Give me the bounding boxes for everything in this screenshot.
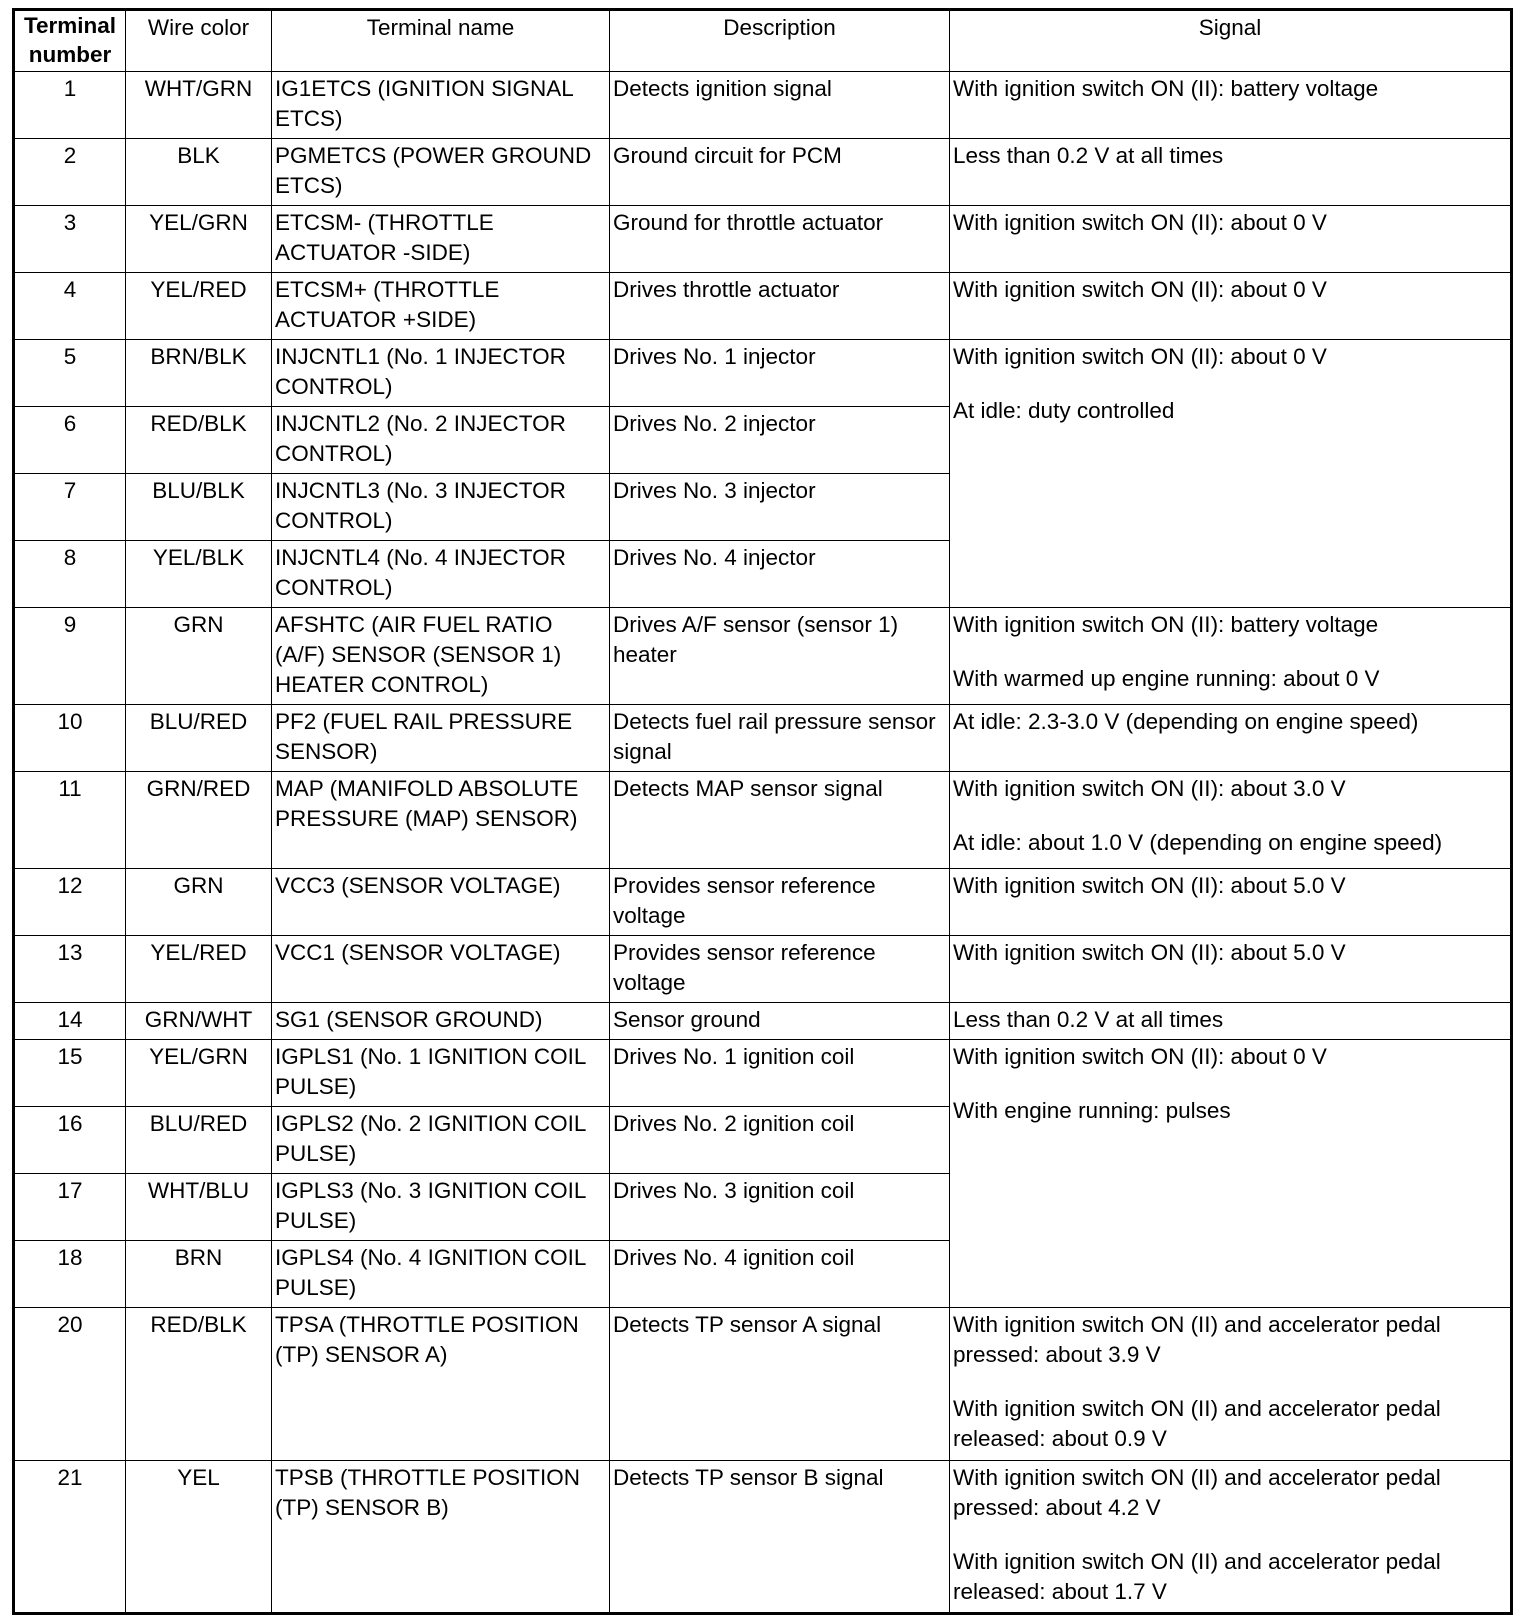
signal-cell	[950, 206, 1512, 273]
terminal-name-cell: INJCNTL1 (No. 1 INJECTOR CONTROL)	[272, 340, 610, 407]
signal-line: At idle: duty controlled	[953, 398, 1175, 423]
table-row	[14, 1461, 1512, 1614]
table-row	[14, 1308, 1512, 1461]
terminal-name-cell: TPSA (THROTTLE POSITION (TP) SENSOR A)	[272, 1308, 610, 1461]
terminal-name-cell: IGPLS1 (No. 1 IGNITION COIL PULSE)	[272, 1040, 610, 1107]
table-row	[14, 608, 1512, 705]
signal-cell	[950, 772, 1512, 869]
description-cell: Detects TP sensor A signal	[610, 1308, 950, 1461]
table-row	[14, 206, 1512, 273]
terminal-name-cell: VCC1 (SENSOR VOLTAGE)	[272, 936, 610, 1003]
signal-line: With ignition switch ON (II): about 0 V	[953, 210, 1327, 235]
signal-line: With ignition switch ON (II): about 0 V	[953, 277, 1327, 302]
signal-line: At idle: about 1.0 V (depending on engine speed)	[953, 830, 1443, 855]
terminal-number-cell: 17	[14, 1174, 126, 1241]
terminal-number-cell: 8	[14, 541, 126, 608]
wire-color-cell: RED/BLK	[126, 1308, 272, 1461]
wire-color-cell: YEL/GRN	[126, 1040, 272, 1107]
description-cell: Ground for throttle actuator	[610, 206, 950, 273]
terminal-number-cell: 11	[14, 772, 126, 869]
description-cell: Drives No. 4 injector	[610, 541, 950, 608]
terminal-number-cell: 2	[14, 139, 126, 206]
signal-line: With ignition switch ON (II): about 5.0 V	[953, 873, 1346, 898]
table-row	[14, 139, 1512, 206]
signal-line: With ignition switch ON (II): battery voltage	[953, 612, 1379, 637]
terminal-name-cell: INJCNTL4 (No. 4 INJECTOR CONTROL)	[272, 541, 610, 608]
wire-color-cell: GRN/RED	[126, 772, 272, 869]
signal-line: With ignition switch ON (II): about 0 V	[953, 344, 1327, 369]
terminal-number-cell: 18	[14, 1241, 126, 1308]
header-signal: Signal	[950, 10, 1512, 72]
terminal-number-cell: 21	[14, 1461, 126, 1614]
signal-line: With ignition switch ON (II): about 3.0 V	[953, 776, 1346, 801]
terminal-number-cell: 4	[14, 273, 126, 340]
signal-cell	[950, 705, 1512, 772]
description-cell: Detects TP sensor B signal	[610, 1461, 950, 1614]
wire-color-cell: BLU/RED	[126, 1107, 272, 1174]
table-row	[14, 705, 1512, 772]
wire-color-cell: BLU/BLK	[126, 474, 272, 541]
signal-cell	[950, 936, 1512, 1003]
wire-color-cell: BRN/BLK	[126, 340, 272, 407]
description-cell: Drives No. 3 ignition coil	[610, 1174, 950, 1241]
terminal-name-cell: SG1 (SENSOR GROUND)	[272, 1003, 610, 1040]
wire-color-cell: GRN/WHT	[126, 1003, 272, 1040]
description-cell: Drives No. 1 ignition coil	[610, 1040, 950, 1107]
terminal-name-cell: AFSHTC (AIR FUEL RATIO (A/F) SENSOR (SENSOR 1) HEATER CONTROL)	[272, 608, 610, 705]
terminal-number-cell: 16	[14, 1107, 126, 1174]
terminal-name-cell: PGMETCS (POWER GROUND ETCS)	[272, 139, 610, 206]
terminal-table	[12, 8, 1513, 1615]
wire-color-cell: WHT/GRN	[126, 72, 272, 139]
signal-line: Less than 0.2 V at all times	[953, 143, 1224, 168]
description-cell: Ground circuit for PCM	[610, 139, 950, 206]
wire-color-cell: YEL/GRN	[126, 206, 272, 273]
header-terminal-name: Terminal name	[272, 10, 610, 72]
signal-cell	[950, 340, 1512, 608]
wire-color-cell: BLK	[126, 139, 272, 206]
signal-cell	[950, 1461, 1512, 1614]
header-terminal-number: Terminal number	[14, 10, 126, 72]
wire-color-cell: YEL/BLK	[126, 541, 272, 608]
terminal-name-cell: IGPLS3 (No. 3 IGNITION COIL PULSE)	[272, 1174, 610, 1241]
description-cell: Provides sensor reference voltage	[610, 936, 950, 1003]
table-row	[14, 340, 1512, 407]
description-cell: Detects MAP sensor signal	[610, 772, 950, 869]
terminal-name-cell: IGPLS4 (No. 4 IGNITION COIL PULSE)	[272, 1241, 610, 1308]
wire-color-cell: YEL	[126, 1461, 272, 1614]
terminal-number-cell: 14	[14, 1003, 126, 1040]
terminal-name-cell: IGPLS2 (No. 2 IGNITION COIL PULSE)	[272, 1107, 610, 1174]
description-cell: Sensor ground	[610, 1003, 950, 1040]
terminal-number-cell: 6	[14, 407, 126, 474]
signal-cell	[950, 72, 1512, 139]
table-row	[14, 1003, 1512, 1040]
signal-line: With ignition switch ON (II): battery voltage	[953, 76, 1379, 101]
signal-cell	[950, 1040, 1512, 1308]
header-row	[14, 10, 1512, 72]
terminal-number-cell: 1	[14, 72, 126, 139]
terminal-number-cell: 20	[14, 1308, 126, 1461]
wire-color-cell: BLU/RED	[126, 705, 272, 772]
description-cell: Drives No. 2 ignition coil	[610, 1107, 950, 1174]
terminal-number-cell: 10	[14, 705, 126, 772]
wire-color-cell: YEL/RED	[126, 273, 272, 340]
terminal-number-cell: 7	[14, 474, 126, 541]
signal-line: With ignition switch ON (II): about 0 V	[953, 1044, 1327, 1069]
description-cell: Drives No. 4 ignition coil	[610, 1241, 950, 1308]
terminal-name-cell: ETCSM+ (THROTTLE ACTUATOR +SIDE)	[272, 273, 610, 340]
signal-line: With ignition switch ON (II) and accelerator pedal pressed: about 4.2 V	[953, 1465, 1441, 1520]
description-cell: Provides sensor reference voltage	[610, 869, 950, 936]
signal-cell	[950, 139, 1512, 206]
terminal-name-cell: MAP (MANIFOLD ABSOLUTE PRESSURE (MAP) SENSOR)	[272, 772, 610, 869]
signal-line: With ignition switch ON (II) and accelerator pedal released: about 1.7 V	[953, 1549, 1441, 1604]
terminal-name-cell: INJCNTL2 (No. 2 INJECTOR CONTROL)	[272, 407, 610, 474]
table-row	[14, 772, 1512, 869]
signal-line: With warmed up engine running: about 0 V	[953, 666, 1380, 691]
terminal-number-cell: 3	[14, 206, 126, 273]
description-cell: Drives No. 1 injector	[610, 340, 950, 407]
terminal-name-cell: TPSB (THROTTLE POSITION (TP) SENSOR B)	[272, 1461, 610, 1614]
terminal-number-cell: 12	[14, 869, 126, 936]
table-row	[14, 869, 1512, 936]
signal-line: With engine running: pulses	[953, 1098, 1231, 1123]
description-cell: Drives A/F sensor (sensor 1) heater	[610, 608, 950, 705]
terminal-name-cell: INJCNTL3 (No. 3 INJECTOR CONTROL)	[272, 474, 610, 541]
signal-line: With ignition switch ON (II) and accelerator pedal pressed: about 3.9 V	[953, 1312, 1441, 1367]
header-wire-color: Wire color	[126, 10, 272, 72]
terminal-name-cell: ETCSM- (THROTTLE ACTUATOR -SIDE)	[272, 206, 610, 273]
signal-cell	[950, 869, 1512, 936]
wire-color-cell: RED/BLK	[126, 407, 272, 474]
description-cell: Detects fuel rail pressure sensor signal	[610, 705, 950, 772]
signal-cell	[950, 273, 1512, 340]
terminal-number-cell: 15	[14, 1040, 126, 1107]
description-cell: Drives throttle actuator	[610, 273, 950, 340]
description-cell: Drives No. 2 injector	[610, 407, 950, 474]
terminal-number-cell: 13	[14, 936, 126, 1003]
wire-color-cell: GRN	[126, 608, 272, 705]
table-row	[14, 273, 1512, 340]
signal-line: With ignition switch ON (II): about 5.0 V	[953, 940, 1346, 965]
terminal-name-cell: VCC3 (SENSOR VOLTAGE)	[272, 869, 610, 936]
signal-cell	[950, 1003, 1512, 1040]
wire-color-cell: WHT/BLU	[126, 1174, 272, 1241]
signal-cell	[950, 608, 1512, 705]
wire-color-cell: BRN	[126, 1241, 272, 1308]
terminal-name-cell: IG1ETCS (IGNITION SIGNAL ETCS)	[272, 72, 610, 139]
table-row	[14, 72, 1512, 139]
signal-line: With ignition switch ON (II) and accelerator pedal released: about 0.9 V	[953, 1396, 1441, 1451]
table-row	[14, 1040, 1512, 1107]
signal-cell	[950, 1308, 1512, 1461]
table-row	[14, 936, 1512, 1003]
signal-line: Less than 0.2 V at all times	[953, 1007, 1224, 1032]
wire-color-cell: GRN	[126, 869, 272, 936]
terminal-number-cell: 9	[14, 608, 126, 705]
terminal-name-cell: PF2 (FUEL RAIL PRESSURE SENSOR)	[272, 705, 610, 772]
description-cell: Drives No. 3 injector	[610, 474, 950, 541]
wire-color-cell: YEL/RED	[126, 936, 272, 1003]
description-cell: Detects ignition signal	[610, 72, 950, 139]
terminal-number-cell: 5	[14, 340, 126, 407]
header-description: Description	[610, 10, 950, 72]
signal-line: At idle: 2.3-3.0 V (depending on engine speed)	[953, 709, 1419, 734]
